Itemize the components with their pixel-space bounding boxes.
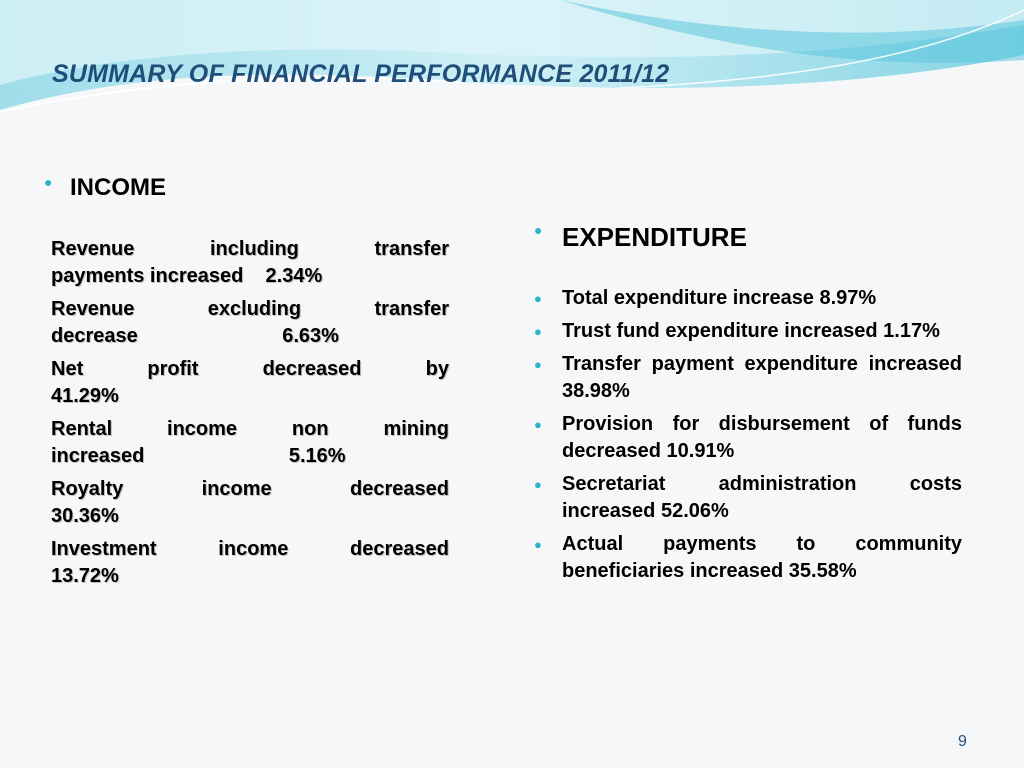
income-item-line: 41.29% xyxy=(51,385,119,407)
income-item-line: 13.72% xyxy=(51,565,119,587)
income-item-line: Investment income decreased xyxy=(51,538,449,560)
expenditure-item-text: Actual payments to community beneficiaries increased 35.58% xyxy=(562,533,962,582)
expenditure-heading-label: EXPENDITURE xyxy=(562,222,747,252)
income-item-line: decrease 6.63% xyxy=(51,325,339,347)
income-heading-label: INCOME xyxy=(70,174,166,201)
slide-title: SUMMARY OF FINANCIAL PERFORMANCE 2011/12 xyxy=(52,60,670,88)
income-item-line: increased 5.16% xyxy=(51,445,346,467)
income-item xyxy=(51,296,449,350)
income-item-line: 30.36% xyxy=(51,505,119,527)
expenditure-item xyxy=(534,471,962,525)
bullet-dot-icon: ● xyxy=(534,477,542,492)
bullet-dot-icon: ● xyxy=(534,222,543,238)
bullet-dot-icon: ● xyxy=(534,357,542,372)
bullet-dot-icon: ● xyxy=(534,291,542,306)
expenditure-item-text: Provision for disbursement of funds decreased 10.91% xyxy=(562,413,962,462)
income-item xyxy=(51,236,449,290)
page-number: 9 xyxy=(958,733,967,750)
expenditure-item xyxy=(534,351,962,405)
income-item-line: Rental income non mining xyxy=(51,418,449,440)
income-item-line: Revenue including transfer xyxy=(51,238,449,260)
bullet-dot-icon: ● xyxy=(534,537,542,552)
bullet-dot-icon: ● xyxy=(534,324,542,339)
expenditure-heading xyxy=(534,222,747,253)
income-heading xyxy=(44,174,166,202)
income-item-line: Net profit decreased by xyxy=(51,358,449,380)
expenditure-item xyxy=(534,531,962,585)
expenditure-list xyxy=(534,285,962,591)
expenditure-item-text: Trust fund expenditure increased 1.17% xyxy=(562,320,940,342)
expenditure-item-text: Secretariat administration costs increased 52.06% xyxy=(562,473,962,522)
expenditure-item xyxy=(534,285,962,312)
income-item-line: Revenue excluding transfer xyxy=(51,298,449,320)
bullet-dot-icon: ● xyxy=(44,174,53,190)
expenditure-item-text: Transfer payment expenditure increased 38.98% xyxy=(562,353,962,402)
expenditure-item xyxy=(534,318,962,345)
income-item xyxy=(51,416,449,470)
expenditure-item xyxy=(534,411,962,465)
income-item-line: Royalty income decreased xyxy=(51,478,449,500)
income-item-line: payments increased 2.34% xyxy=(51,265,323,287)
bullet-dot-icon: ● xyxy=(534,417,542,432)
income-list xyxy=(51,236,449,596)
income-item xyxy=(51,476,449,530)
expenditure-item-text: Total expenditure increase 8.97% xyxy=(562,287,877,309)
income-item xyxy=(51,356,449,410)
income-item xyxy=(51,536,449,590)
